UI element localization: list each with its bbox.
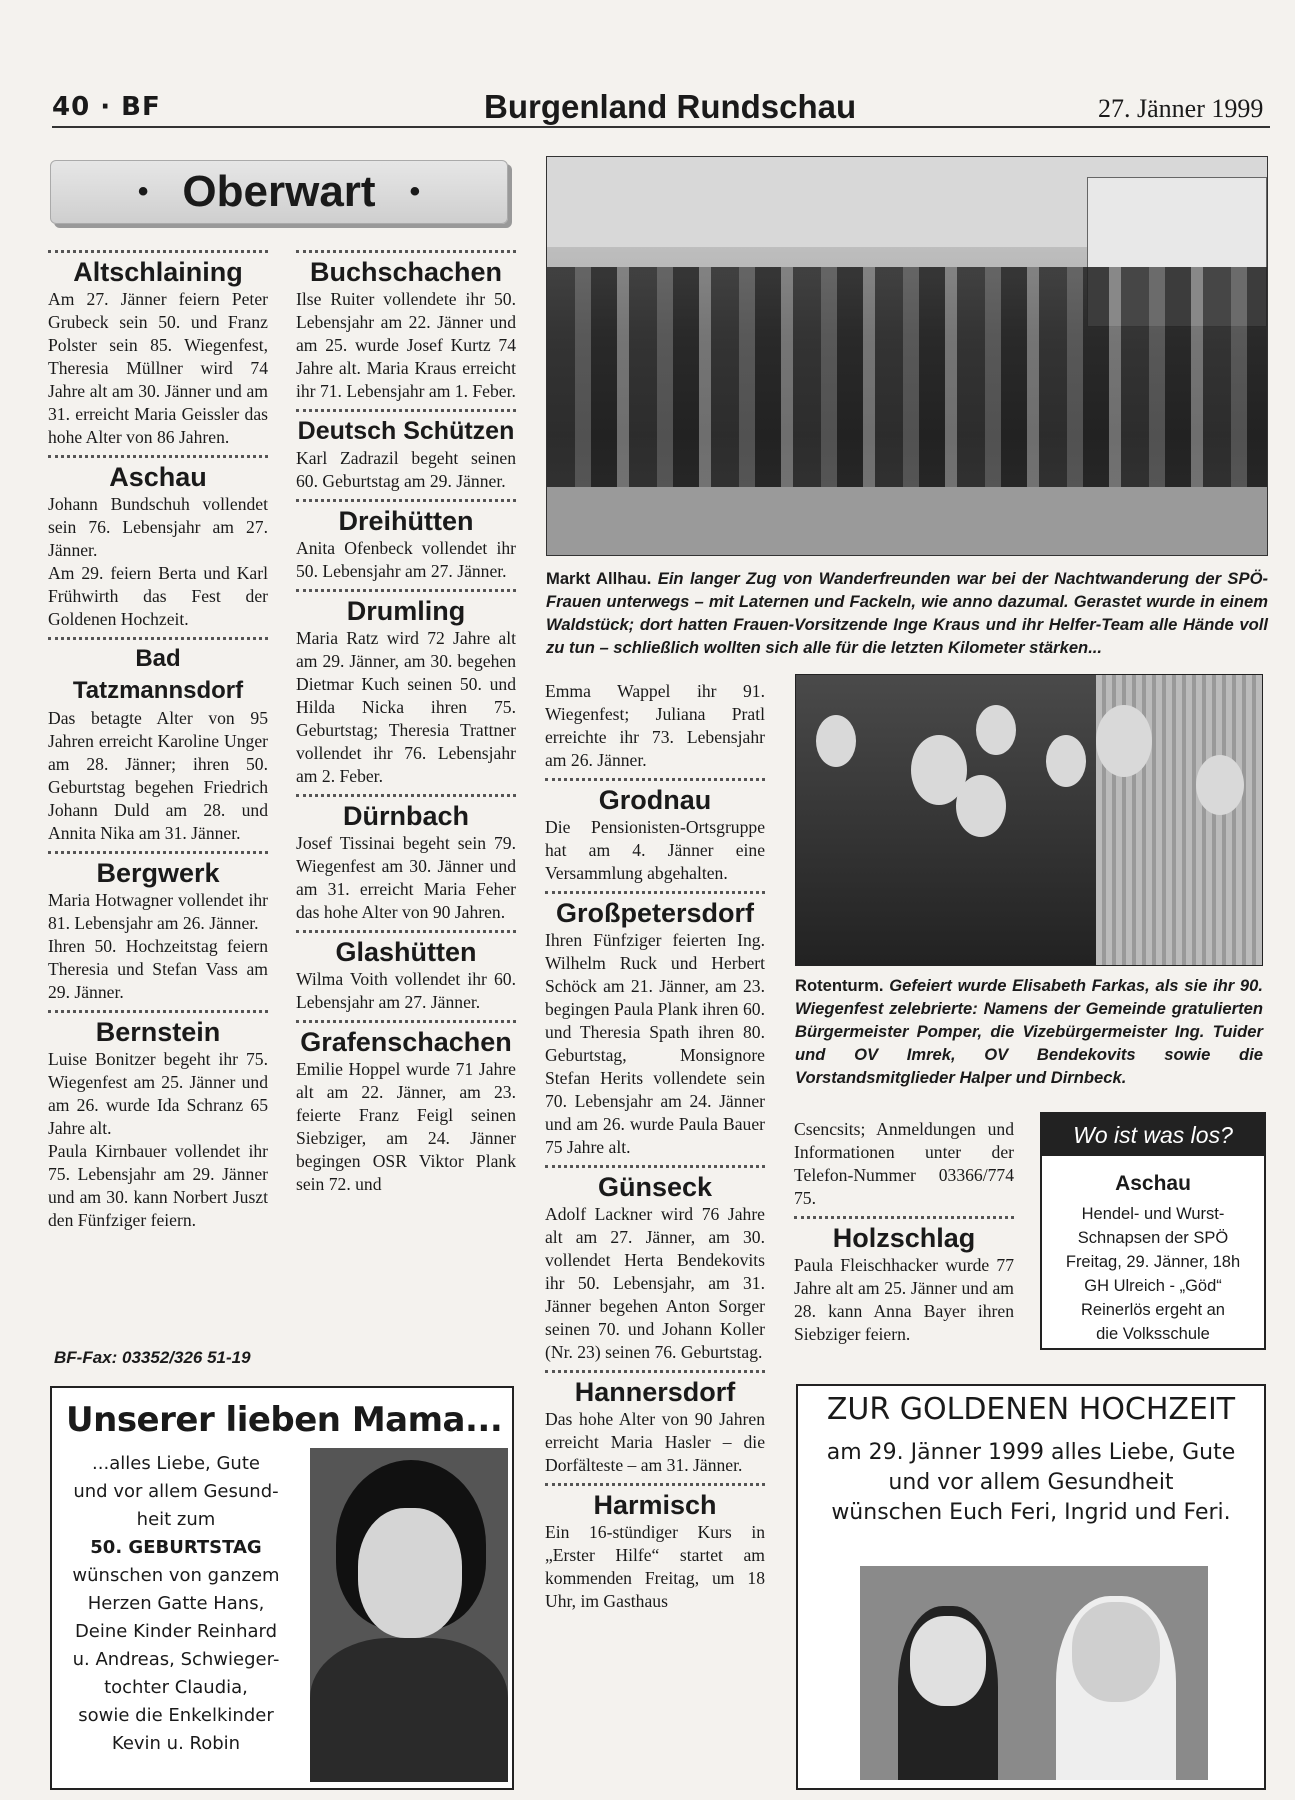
article-text: Das betagte Alter von 95 Jahren erreicht Karoline Unger am 28. Jänner; ihren 50. Geburtstag begehen Friedrich Johann Duld am 28. und Annita Nika am 31. Jänner. bbox=[48, 708, 268, 843]
article-text: Karl Zadrazil begeht seinen 60. Geburtstag am 29. Jänner. bbox=[296, 448, 516, 491]
article-text: Am 29. feiern Berta und Karl Frühwirth das Fest der Goldenen Hochzeit. bbox=[48, 563, 268, 629]
photo-person bbox=[1196, 755, 1244, 815]
article-text: Paula Fleischhacker wurde 77 Jahre alt am 25. Jänner und am 28. kann Anna Bayer ihren Siebziger feiern. bbox=[794, 1255, 1014, 1344]
dotted-divider bbox=[296, 930, 516, 933]
ad-line: Deine Kinder Reinhard bbox=[74, 1621, 278, 1642]
article-text: Maria Hotwagner vollendet ihr 81. Lebensjahr am 26. Jänner. bbox=[48, 890, 268, 933]
dotted-divider bbox=[545, 778, 765, 781]
column-2 bbox=[296, 244, 516, 1196]
ad-line: und vor allem Gesund- bbox=[73, 1481, 279, 1502]
article-text: Csencsits; Anmeldungen und Informationen unter der Telefon-Nummer 03366/774 75. bbox=[794, 1119, 1014, 1208]
events-header: Wo ist was los? bbox=[1042, 1114, 1264, 1156]
town-heading: Dürnbach bbox=[342, 801, 469, 831]
dotted-divider bbox=[48, 851, 268, 854]
article-text: Die Pensionisten-Ortsgruppe hat am 4. Jänner eine Versammlung abgehalten. bbox=[545, 817, 765, 883]
caption-place: Markt Allhau. bbox=[546, 569, 652, 588]
town-heading: Harmisch bbox=[593, 1490, 717, 1520]
photo-person bbox=[976, 705, 1016, 755]
column-3 bbox=[545, 680, 765, 1613]
portrait-body bbox=[310, 1638, 508, 1782]
ad-line: Kevin u. Robin bbox=[111, 1733, 241, 1754]
dotted-divider bbox=[296, 589, 516, 592]
article-text: Emma Wappel ihr 91. Wiegenfest; Juliana Pratl erreichte ihr 73. Lebensjahr am 26. Jänner. bbox=[545, 681, 765, 770]
article-text: Anita Ofenbeck vollendet ihr 50. Lebensjahr am 27. Jänner. bbox=[296, 538, 516, 581]
photo-man-face bbox=[1072, 1602, 1160, 1702]
birthday-ad bbox=[50, 1386, 514, 1790]
ad-line: ...alles Liebe, Gute bbox=[92, 1453, 260, 1474]
dotted-divider bbox=[48, 455, 268, 458]
town-heading: Großpetersdorf bbox=[555, 898, 755, 928]
column-4 bbox=[794, 1118, 1014, 1346]
dotted-divider bbox=[48, 1010, 268, 1013]
portrait-face bbox=[358, 1508, 462, 1638]
ad-line: heit zum bbox=[136, 1509, 216, 1530]
dotted-divider bbox=[545, 1483, 765, 1486]
caption-place: Rotenturm. bbox=[795, 976, 884, 995]
town-heading: Deutsch Schützen bbox=[297, 417, 515, 445]
article-text: Paula Kirnbauer vollendet ihr 75. Lebensjahr am 29. Jänner und am 30. kann Norbert Juszt den Fünfziger feiern. bbox=[48, 1141, 268, 1230]
events-box bbox=[1040, 1112, 1266, 1350]
article-text: Ihren Fünfziger feierten Ing. Wilhelm Ruck und Herbert Schöck am 21. Jänner, am 23. begingen Paula Plank ihren 60. und Theresia Spath ihren 80. Geburtstag, Monsignore Stefan Herits vollendete sein 70. Lebensjahr am 24. Jänner und am 26. wurde Paula Bauer 75 Jahre alt. bbox=[545, 930, 765, 1157]
page-number: 40 · BF bbox=[52, 92, 161, 122]
article-text: Ilse Ruiter vollendete ihr 50. Lebensjahr am 22. Jänner und am 25. wurde Josef Kurtz 74 Jahre alt. Maria Kraus erreicht ihr 71. Lebensjahr am 1. Feber. bbox=[296, 289, 516, 401]
article-text: Maria Ratz wird 72 Jahre alt am 29. Jänner, am 30. begehen Dietmar Kuch seinen 50. und Hilda Nicka ihren 75. Geburtstag; Theresia Trattner vollendet ihr 76. Lebensjahr am 2. Feber. bbox=[296, 628, 516, 786]
dotted-divider bbox=[545, 1165, 765, 1168]
dotted-divider bbox=[48, 637, 268, 640]
dotted-divider bbox=[545, 891, 765, 894]
article-text: Das hohe Alter von 90 Jahren erreicht Maria Hasler – die Dorfälteste – am 31. Jänner. bbox=[545, 1409, 765, 1475]
article-text: Luise Bonitzer begeht ihr 75. Wiegenfest am 25. Jänner und am 26. wurde Ida Schranz 65 Jahre alt. bbox=[48, 1049, 268, 1138]
photo-person bbox=[1096, 705, 1152, 777]
photo-caption bbox=[795, 974, 1263, 1089]
ad-line: Herzen Gatte Hans, bbox=[87, 1593, 265, 1614]
town-heading: Günseck bbox=[597, 1172, 713, 1202]
town-heading: Glashütten bbox=[335, 937, 477, 967]
article-text: Emilie Hoppel wurde 71 Jahre alt am 22. Jänner, am 23. feierte Franz Feigl seinen Siebziger, am 24. Jänner begingen OSR Viktor Plank sein 72. und bbox=[296, 1059, 516, 1194]
dotted-divider bbox=[545, 1370, 765, 1373]
couple-photo bbox=[860, 1566, 1208, 1780]
article-text: Ihren 50. Hochzeitstag feiern Theresia und Stefan Vass am 29. Jänner. bbox=[48, 936, 268, 1002]
town-heading: Bergwerk bbox=[96, 858, 220, 888]
dotted-divider bbox=[48, 250, 268, 253]
town-heading: Drumling bbox=[346, 596, 466, 626]
issue-date: 27. Jänner 1999 bbox=[1098, 94, 1264, 123]
photo-night-hike bbox=[546, 156, 1268, 556]
section-title: Oberwart bbox=[182, 167, 376, 216]
article-text: Josef Tissinai begeht sein 79. Wiegenfest am 30. Jänner und am 31. erreicht Maria Feher das hohe Alter von 90 Jahren. bbox=[296, 833, 516, 922]
town-heading: Altschlaining bbox=[73, 257, 243, 287]
article-text: Johann Bundschuh vollendet sein 76. Lebensjahr am 27. Jänner. bbox=[48, 494, 268, 560]
town-heading: Grafenschachen bbox=[300, 1027, 512, 1057]
ad-title: Unserer lieben Mama... bbox=[66, 1400, 503, 1440]
article-text: Wilma Voith vollendet ihr 60. Lebensjahr am 27. Jänner. bbox=[296, 969, 516, 1012]
photo-person bbox=[816, 715, 856, 767]
ad-line: und vor allem Gesundheit bbox=[888, 1470, 1174, 1495]
events-line: Reinerlös ergeht an bbox=[1080, 1301, 1225, 1319]
town-heading: Bernstein bbox=[95, 1017, 221, 1047]
town-heading: Grodnau bbox=[598, 785, 712, 815]
fax-number: BF-Fax: 03352/326 51-19 bbox=[54, 1348, 251, 1367]
town-heading: Bad Tatzmannsdorf bbox=[72, 645, 244, 704]
ad-line: sowie die Enkelkinder bbox=[78, 1705, 274, 1726]
photo-caption bbox=[546, 567, 1268, 659]
bullet-icon: • bbox=[137, 175, 149, 208]
bullet-icon: • bbox=[409, 175, 421, 208]
dotted-divider bbox=[296, 250, 516, 253]
caption-text: Ein langer Zug von Wanderfreunden war bei der Nachtwanderung der SPÖ-Frauen unterwegs – mit Laternen und Fackeln, wie anno dazumal. Gerastet wurde in einem Waldstück; dort hatten Frauen-Vorsitzende Inge Kraus und ihr Helfer-Team alle Hände voll zu tun – schließlich wollten sich alle für die letzten Kilometer stärken... bbox=[546, 569, 1269, 657]
town-heading: Holzschlag bbox=[832, 1223, 976, 1253]
column-1 bbox=[48, 244, 268, 1232]
town-heading: Dreihütten bbox=[338, 506, 474, 536]
anniversary-ad bbox=[796, 1384, 1266, 1790]
article-text: Ein 16-stündiger Kurs in „Erster Hilfe“ startet am kommenden Freitag, um 18 Uhr, im Gasthaus bbox=[545, 1522, 765, 1611]
town-heading: Hannersdorf bbox=[574, 1377, 736, 1407]
photo-person bbox=[1046, 735, 1086, 787]
dotted-divider bbox=[794, 1216, 1014, 1219]
events-line: die Volksschule bbox=[1096, 1325, 1210, 1343]
events-place: Aschau bbox=[1115, 1172, 1191, 1195]
photo-road bbox=[547, 487, 1267, 556]
photo-woman-face bbox=[910, 1616, 986, 1706]
events-line: Schnapsen der SPÖ bbox=[1077, 1229, 1229, 1247]
ad-line: u. Andreas, Schwieger- bbox=[72, 1649, 280, 1670]
events-line: Hendel- und Wurst- bbox=[1081, 1205, 1225, 1223]
article-text: Adolf Lackner wird 76 Jahre alt am 27. Jänner, am 30. vollendet Herta Bendekovits ihr 50. Lebensjahr, am 31. Jänner begehen Anton Sorger seinen 70. und Johann Koller (Nr. 23) seinen 76. Geburtstag. bbox=[545, 1204, 765, 1362]
header-rule bbox=[52, 126, 1270, 128]
events-line: GH Ulreich - „Göd“ bbox=[1084, 1277, 1222, 1295]
portrait-photo bbox=[310, 1448, 508, 1782]
dotted-divider bbox=[296, 499, 516, 502]
ad-line: am 29. Jänner 1999 alles Liebe, Gute bbox=[826, 1440, 1236, 1465]
ad-title: ZUR GOLDENEN HOCHZEIT bbox=[826, 1392, 1236, 1427]
town-heading: Buchschachen bbox=[309, 257, 503, 287]
dotted-divider bbox=[296, 1020, 516, 1023]
ad-highlight: 50. GEBURTSTAG bbox=[90, 1537, 262, 1558]
ad-line: wünschen von ganzem bbox=[72, 1565, 280, 1586]
newspaper-title: Burgenland Rundschau bbox=[484, 88, 857, 125]
dotted-divider bbox=[296, 409, 516, 412]
ad-line: wünschen Euch Feri, Ingrid und Feri. bbox=[831, 1500, 1231, 1525]
article-text: Am 27. Jänner feiern Peter Grubeck sein 50. und Franz Polster sein 85. Wiegenfest, Theresia Müllner wird 74 Jahre alt am 30. Jänner und am 31. erreicht Maria Geissler das hohe Alter von 86 Jahren. bbox=[48, 289, 268, 447]
events-line: Freitag, 29. Jänner, 18h bbox=[1065, 1253, 1241, 1271]
events-details bbox=[1042, 1202, 1264, 1346]
caption-text: Gefeiert wurde Elisabeth Farkas, als sie ihr 90. Wiegenfest zelebrierte: Namens der Gemeinde gratulierten Bürgermeister Pomper, die Vizebürgermeister Ing. Tuider und OV Imrek, OV Bendekovits sowie die Vorstandsmitglieder Halper und Dirnbeck. bbox=[795, 976, 1263, 1087]
ad-body bbox=[60, 1450, 292, 1758]
town-heading: Aschau bbox=[109, 462, 207, 492]
ad-line: tochter Claudia, bbox=[104, 1677, 248, 1698]
photo-birthday-group bbox=[795, 674, 1263, 966]
dotted-divider bbox=[296, 794, 516, 797]
photo-crowd bbox=[547, 267, 1267, 497]
photo-person bbox=[956, 775, 1006, 837]
section-banner bbox=[50, 160, 508, 224]
